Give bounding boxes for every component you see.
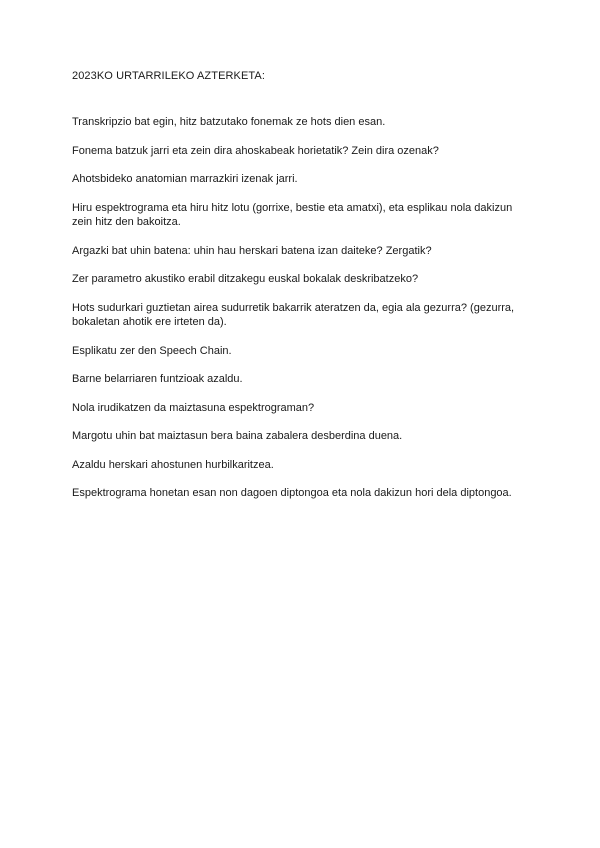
question-6: Zer parametro akustiko erabil ditzakegu euskal bokalak deskribatzeko? (72, 273, 419, 285)
question-5: Argazki bat uhin batena: uhin hau herskari batena izan daiteke? Zergatik? (72, 244, 432, 257)
question-13: Espektrograma honetan esan non dagoen diptongoa eta nola dakizun hori dela diptongoa. (72, 487, 512, 499)
exam-title: 2023KO URTARRILEKO AZTERKETA: (72, 70, 266, 82)
question-7: Hots sudurkari guztietan airea sudurretik bakarrik ateratzen da, egia ala gezurra? (gezurra, bokaletan ahotik ere irteten da). (72, 301, 515, 328)
question-list (72, 115, 532, 515)
question-3: Ahotsbideko anatomian marrazkiri izenak jarri. (72, 173, 298, 185)
question-12: Azaldu herskari ahostunen hurbilkaritzea. (72, 458, 274, 471)
question-8: Esplikatu zer den Speech Chain. (72, 344, 232, 357)
question-2: Fonema batzuk jarri eta zein dira ahoskabeak horietatik? Zein dira ozenak? (72, 144, 439, 157)
question-9: Barne belarriaren funtzioak azaldu. (72, 373, 243, 385)
question-4: Hiru espektrograma eta hiru hitz lotu (gorrixe, bestie eta amatxi), eta esplikau nola dakizun zein hitz den bakoitza. (72, 201, 513, 228)
question-10: Nola irudikatzen da maiztasuna espektrograman? (72, 401, 315, 414)
question-1: Transkripzio bat egin, hitz batzutako fonemak ze hots dien esan. (72, 116, 386, 128)
question-11: Margotu uhin bat maiztasun bera baina zabalera desberdina duena. (72, 430, 403, 442)
